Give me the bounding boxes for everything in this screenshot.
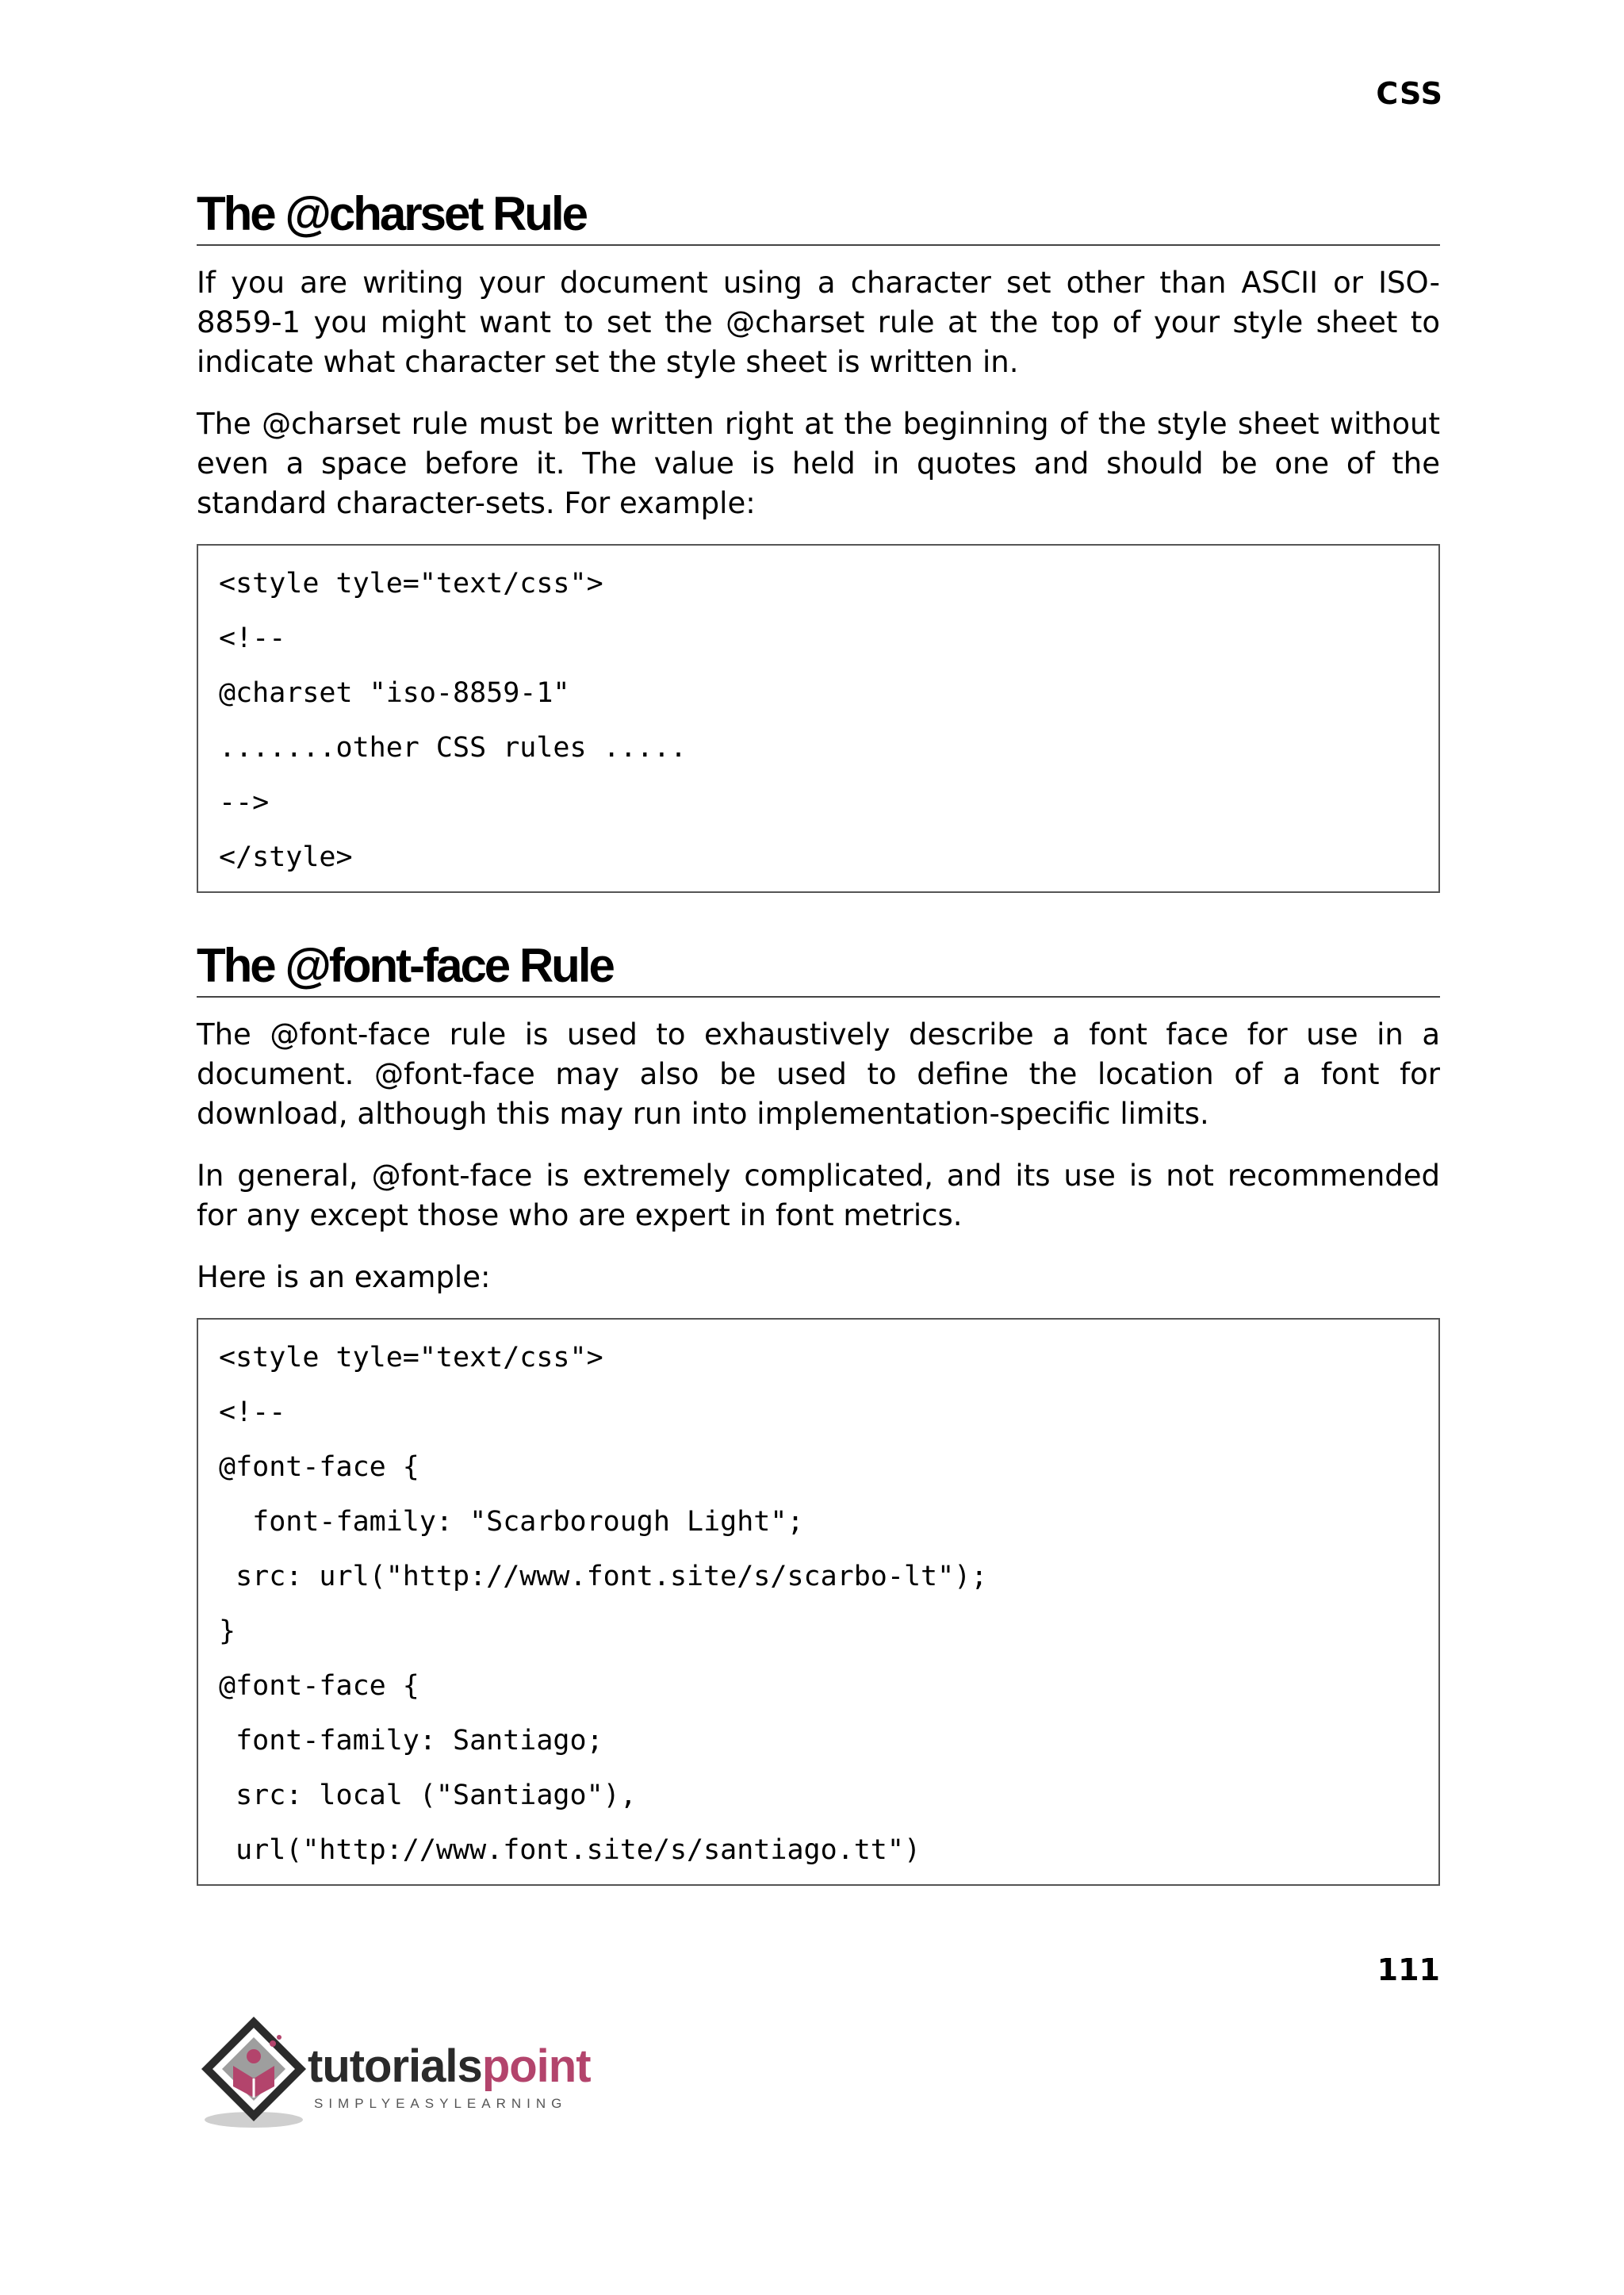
logo-word-dark: tutorials (308, 2040, 482, 2092)
code-line: font-family: Santiago; (219, 1725, 603, 1757)
code-line: @font-face { (219, 1670, 419, 1702)
code-line: @font-face { (219, 1451, 419, 1483)
paragraph: The @charset rule must be written right at the beginning of the style sheet without even a space before it. The value is held in quotes and should be one of the standard character-sets. For example: (197, 407, 1440, 520)
code-line: src: url("http://www.font.site/s/scarbo-lt"); (219, 1561, 988, 1592)
code-line: <!-- (219, 1397, 286, 1428)
code-line: src: local ("Santiago"), (219, 1780, 637, 1811)
paragraph: The @font-face rule is used to exhaustively describe a font face for use in a document. @font-face may also be used to define the location of a font for download, although this may run into implementation-specific limits. (197, 1017, 1440, 1131)
code-line: <style tyle="text/css"> (219, 568, 603, 600)
code-line: font-family: "Scarborough Light"; (219, 1506, 804, 1538)
section-charset-rule (197, 187, 1440, 893)
paragraph: If you are writing your document using a character set other than ASCII or ISO-8859-1 you might want to set the @charset rule at the top of your style sheet to indicate what character set the style sheet is written in. (197, 266, 1440, 379)
code-line: @charset "iso-8859-1" (219, 677, 570, 709)
code-line: </style> (219, 841, 353, 873)
code-block (197, 544, 1440, 893)
tutorialspoint-logo (197, 2010, 609, 2137)
code-block (197, 1318, 1440, 1886)
page-number: 111 (1377, 1952, 1440, 1987)
paragraph: In general, @font-face is extremely complicated, and its use is not recommended for any except those who are expert in font metrics. (197, 1159, 1440, 1232)
page-content (197, 187, 1440, 1886)
running-header: CSS (1376, 76, 1443, 111)
logo-wordmark (308, 2040, 591, 2092)
code-line: } (219, 1615, 236, 1647)
logo-tagline: SIMPLYEASYLEARNING (314, 2096, 568, 2111)
code-line: --> (219, 787, 270, 818)
tutorialspoint-logo-icon (197, 2010, 324, 2137)
section-heading: The @charset Rule (197, 190, 1440, 246)
section-heading: The @font-face Rule (197, 942, 1440, 998)
code-line: <!-- (219, 623, 286, 654)
code-line: .......other CSS rules ..... (219, 732, 688, 764)
section-font-face-rule (197, 939, 1440, 1886)
logo-word-accent: point (481, 2040, 591, 2092)
paragraph: Here is an example: (197, 1260, 491, 1294)
code-line: <style tyle="text/css"> (219, 1342, 603, 1374)
code-line: url("http://www.font.site/s/santiago.tt") (219, 1834, 921, 1866)
